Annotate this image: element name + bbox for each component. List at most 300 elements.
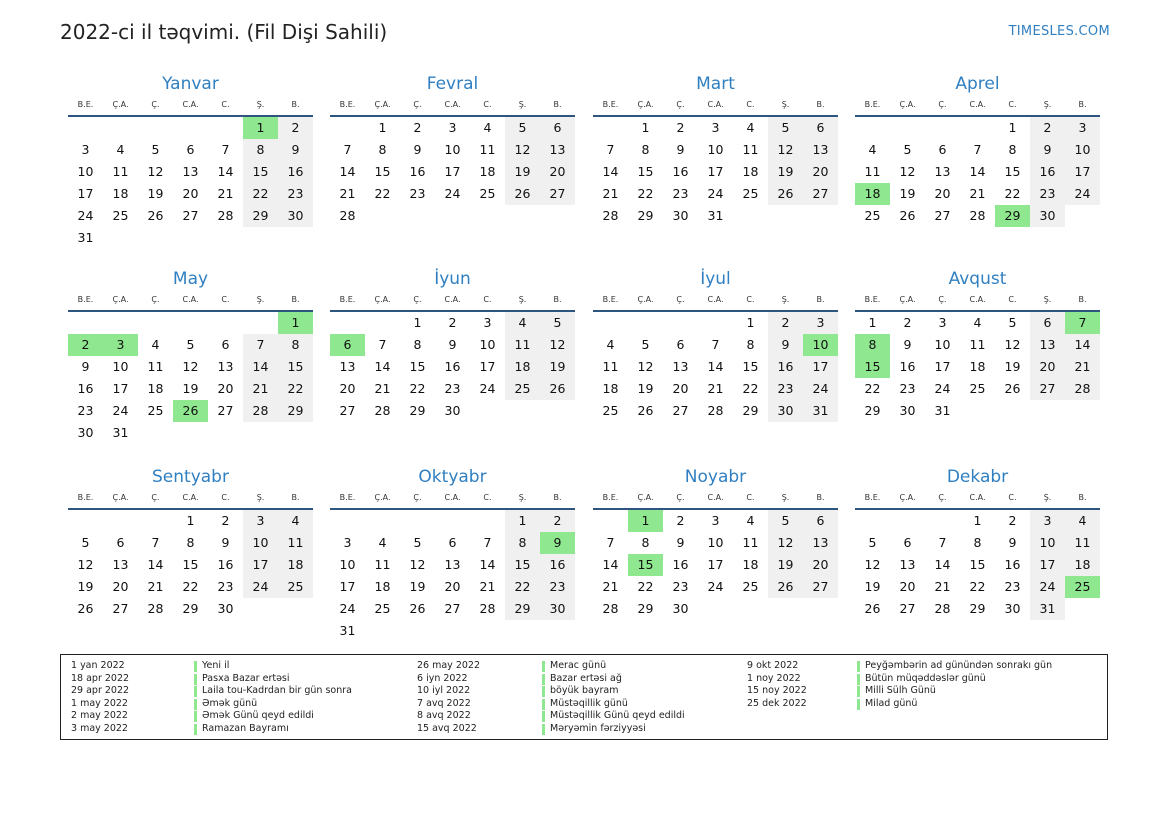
weekday-label: B. <box>553 100 562 109</box>
holiday-marker <box>542 674 545 685</box>
day-cell: 26 <box>505 183 540 205</box>
holiday-date: 29 apr 2022 <box>71 685 130 696</box>
day-cell: 30 <box>444 403 461 418</box>
day-cell: 18 <box>278 554 313 576</box>
empty-cell <box>470 510 505 532</box>
day-cell: 6 <box>330 334 365 356</box>
day-cell: 11 <box>479 142 496 157</box>
day-cell: 20 <box>217 381 234 396</box>
weekday-label: Ç. <box>151 100 160 109</box>
day-cell: 7 <box>1065 312 1100 334</box>
day-grid <box>68 510 313 620</box>
day-cell: 9 <box>221 535 230 550</box>
day-cell: 14 <box>217 164 234 179</box>
day-cell: 4 <box>151 337 160 352</box>
empty-cell <box>330 312 365 334</box>
holiday-name: Bazar ertəsi ağ <box>550 672 622 684</box>
weekday-label: Ş. <box>256 295 265 304</box>
day-cell: 21 <box>339 186 356 201</box>
holiday-date: 25 dek 2022 <box>747 697 807 709</box>
day-cell: 14 <box>374 359 391 374</box>
day-cell: 14 <box>934 557 951 572</box>
weekday-header <box>593 491 838 510</box>
empty-cell <box>698 312 733 334</box>
day-cell: 24 <box>707 579 724 594</box>
day-cell: 4 <box>116 142 125 157</box>
day-cell: 13 <box>803 139 838 161</box>
day-cell: 4 <box>868 142 877 157</box>
day-cell: 15 <box>855 356 890 378</box>
day-cell: 26 <box>147 208 164 223</box>
day-cell: 25 <box>1065 576 1100 598</box>
day-cell: 29 <box>278 400 313 422</box>
weekday-header <box>330 491 575 510</box>
weekday-label: Ş. <box>781 295 790 304</box>
day-cell: 8 <box>1008 142 1017 157</box>
day-cell: 3 <box>448 120 457 135</box>
day-cell: 11 <box>602 359 619 374</box>
day-cell: 17 <box>339 579 356 594</box>
weekday-label: B. <box>816 493 825 502</box>
holiday-name: böyük bayram <box>550 685 619 696</box>
weekday-label: B. <box>291 493 300 502</box>
day-cell: 6 <box>1030 312 1065 334</box>
weekday-label: Ş. <box>781 100 790 109</box>
day-cell: 24 <box>934 381 951 396</box>
holiday-marker <box>857 674 860 685</box>
weekday-label: Ç.A. <box>637 100 654 109</box>
day-cell: 15 <box>1004 164 1021 179</box>
day-cell: 15 <box>374 164 391 179</box>
weekday-label: C.A. <box>444 493 461 502</box>
day-cell: 31 <box>934 403 951 418</box>
month-name: Sentyabr <box>152 467 229 487</box>
weekday-label: C. <box>483 295 492 304</box>
month-name: May <box>172 269 209 289</box>
weekday-label: B.E. <box>77 100 94 109</box>
weekday-label: C.A. <box>182 493 199 502</box>
day-cell: 14 <box>339 164 356 179</box>
day-cell: 27 <box>899 601 916 616</box>
day-cell: 24 <box>77 208 94 223</box>
weekday-label: Ç.A. <box>374 100 391 109</box>
holiday-name: Əmək Günü qeyd edildi <box>202 710 314 721</box>
day-cell: 24 <box>112 403 129 418</box>
day-cell: 18 <box>505 356 540 378</box>
day-grid <box>593 312 838 422</box>
holiday-marker <box>542 711 545 722</box>
day-cell: 3 <box>1065 117 1100 139</box>
day-cell: 20 <box>112 579 129 594</box>
weekday-label: Ç. <box>938 100 947 109</box>
month-calendar <box>593 269 838 422</box>
day-cell: 15 <box>969 557 986 572</box>
month-calendar <box>593 467 838 620</box>
weekday-label: Ç.A. <box>112 295 129 304</box>
holiday-date: 18 apr 2022 <box>71 672 130 684</box>
day-cell: 17 <box>1030 554 1065 576</box>
day-cell: 13 <box>899 557 916 572</box>
day-cell: 19 <box>768 554 803 576</box>
day-cell: 11 <box>969 337 986 352</box>
weekday-label: C.A. <box>182 100 199 109</box>
weekday-label: C. <box>1008 295 1017 304</box>
weekday-label: C.A. <box>444 100 461 109</box>
day-cell: 9 <box>768 334 803 356</box>
month-calendar <box>330 74 575 227</box>
weekday-header <box>855 293 1100 312</box>
holiday-date: 9 okt 2022 <box>747 660 799 671</box>
day-cell: 8 <box>746 337 755 352</box>
day-cell: 2 <box>676 513 685 528</box>
day-cell: 22 <box>742 381 759 396</box>
holiday-legend <box>60 654 1108 740</box>
day-cell: 12 <box>505 139 540 161</box>
day-cell: 4 <box>378 535 387 550</box>
day-cell: 24 <box>339 601 356 616</box>
empty-cell <box>365 510 400 532</box>
weekday-header <box>68 293 313 312</box>
month-calendar <box>855 74 1100 227</box>
holiday-name: Merac günü <box>550 660 607 671</box>
day-cell: 30 <box>672 208 689 223</box>
holiday-name: Laila tou-Kadrdan bir gün sonra <box>202 685 352 696</box>
weekday-label: B.E. <box>602 295 619 304</box>
day-cell: 30 <box>672 601 689 616</box>
day-cell: 11 <box>742 142 759 157</box>
day-cell: 17 <box>934 359 951 374</box>
holiday-marker <box>194 686 197 697</box>
day-cell: 2 <box>903 315 912 330</box>
weekday-label: C. <box>221 493 230 502</box>
day-cell: 12 <box>147 164 164 179</box>
weekday-label: Ş. <box>1043 295 1052 304</box>
day-cell: 10 <box>934 337 951 352</box>
day-cell: 10 <box>803 334 838 356</box>
day-cell: 31 <box>1030 598 1065 620</box>
day-cell: 1 <box>868 315 877 330</box>
day-cell: 26 <box>864 601 881 616</box>
day-cell: 13 <box>217 359 234 374</box>
weekday-label: Ş. <box>518 493 527 502</box>
day-cell: 18 <box>479 164 496 179</box>
day-cell: 2 <box>221 513 230 528</box>
day-cell: 5 <box>151 142 160 157</box>
day-cell: 11 <box>112 164 129 179</box>
day-cell: 4 <box>483 120 492 135</box>
day-cell: 5 <box>903 142 912 157</box>
holiday-marker <box>194 699 197 710</box>
day-cell: 8 <box>641 142 650 157</box>
empty-cell <box>925 510 960 532</box>
day-cell: 6 <box>938 142 947 157</box>
day-cell: 23 <box>899 381 916 396</box>
day-cell: 10 <box>1030 532 1065 554</box>
day-cell: 24 <box>479 381 496 396</box>
month-name: Fevral <box>426 74 479 94</box>
day-cell: 13 <box>803 532 838 554</box>
day-cell: 28 <box>602 208 619 223</box>
day-cell: 26 <box>173 400 208 422</box>
day-cell: 14 <box>969 164 986 179</box>
day-cell: 7 <box>483 535 492 550</box>
holiday-name: Peyğəmbərin ad günündən sonrakı gün <box>865 660 1053 671</box>
day-cell: 20 <box>339 381 356 396</box>
weekday-label: Ç.A. <box>637 493 654 502</box>
weekday-label: Ç.A. <box>112 100 129 109</box>
day-cell: 21 <box>243 378 278 400</box>
weekday-label: B.E. <box>864 295 881 304</box>
weekday-label: B.E. <box>339 100 356 109</box>
weekday-label: B. <box>816 100 825 109</box>
day-cell: 1 <box>378 120 387 135</box>
month-name: İyul <box>700 269 731 289</box>
empty-cell <box>663 312 698 334</box>
empty-cell <box>208 312 243 334</box>
site-link[interactable]: TIMESLES.COM <box>1008 24 1110 39</box>
day-cell: 22 <box>374 186 391 201</box>
day-cell: 1 <box>973 513 982 528</box>
day-cell: 22 <box>409 381 426 396</box>
day-cell: 1 <box>278 312 313 334</box>
day-cell: 26 <box>77 601 94 616</box>
day-cell: 24 <box>803 378 838 400</box>
holiday-date: 10 iyl 2022 <box>417 685 471 696</box>
holiday-name: Ramazan Bayramı <box>202 722 289 734</box>
holiday-marker <box>194 724 197 735</box>
holiday-name: Pasxa Bazar ertəsi <box>202 672 290 684</box>
day-cell: 18 <box>969 359 986 374</box>
day-cell: 7 <box>711 337 720 352</box>
day-cell: 12 <box>1004 337 1021 352</box>
day-cell: 23 <box>1004 579 1021 594</box>
empty-cell <box>925 117 960 139</box>
month-calendar <box>330 269 575 422</box>
day-cell: 1 <box>505 510 540 532</box>
empty-cell <box>103 510 138 532</box>
day-grid <box>855 312 1100 422</box>
day-cell: 1 <box>186 513 195 528</box>
day-cell: 17 <box>707 164 724 179</box>
day-cell: 28 <box>934 601 951 616</box>
day-cell: 22 <box>243 183 278 205</box>
holiday-marker <box>857 686 860 697</box>
page-title: 2022-ci il təqvimi. (Fil Dişi Sahili) <box>60 20 388 44</box>
day-cell: 19 <box>505 161 540 183</box>
day-cell: 29 <box>742 403 759 418</box>
day-cell: 10 <box>339 557 356 572</box>
empty-cell <box>890 117 925 139</box>
holiday-marker <box>194 661 197 672</box>
day-cell: 18 <box>742 164 759 179</box>
day-cell: 7 <box>151 535 160 550</box>
empty-cell <box>103 312 138 334</box>
holiday-name: Əmək günü <box>202 697 258 709</box>
month-calendar <box>330 467 575 642</box>
day-cell: 28 <box>374 403 391 418</box>
weekday-label: C.A. <box>707 100 724 109</box>
month-calendar <box>593 74 838 227</box>
day-cell: 26 <box>899 208 916 223</box>
day-cell: 6 <box>676 337 685 352</box>
weekday-label: C.A. <box>969 100 986 109</box>
day-cell: 7 <box>973 142 982 157</box>
weekday-label: C. <box>221 295 230 304</box>
day-cell: 14 <box>479 557 496 572</box>
day-cell: 15 <box>628 554 663 576</box>
day-cell: 25 <box>505 378 540 400</box>
day-cell: 10 <box>243 532 278 554</box>
day-cell: 2 <box>68 334 103 356</box>
weekday-label: Ç.A. <box>112 493 129 502</box>
day-cell: 9 <box>903 337 912 352</box>
day-cell: 5 <box>868 535 877 550</box>
day-cell: 12 <box>182 359 199 374</box>
day-cell: 27 <box>217 403 234 418</box>
day-cell: 23 <box>1030 183 1065 205</box>
day-cell: 26 <box>540 378 575 400</box>
day-cell: 4 <box>746 513 755 528</box>
day-cell: 3 <box>711 120 720 135</box>
day-cell: 16 <box>1030 161 1065 183</box>
weekday-label: Ç.A. <box>899 493 916 502</box>
day-cell: 30 <box>1030 205 1065 227</box>
day-cell: 12 <box>409 557 426 572</box>
holiday-name: Məryəmin fərziyyəsi <box>550 722 646 734</box>
weekday-label: C.A. <box>182 295 199 304</box>
day-cell: 20 <box>803 554 838 576</box>
day-cell: 22 <box>637 579 654 594</box>
holiday-marker <box>857 661 860 672</box>
day-cell: 19 <box>899 186 916 201</box>
day-cell: 30 <box>540 598 575 620</box>
empty-cell <box>173 117 208 139</box>
holiday-marker <box>542 661 545 672</box>
weekday-header <box>330 293 575 312</box>
day-cell: 1 <box>628 510 663 532</box>
weekday-label: B. <box>816 295 825 304</box>
weekday-label: Ç.A. <box>374 493 391 502</box>
day-cell: 3 <box>81 142 90 157</box>
weekday-label: C.A. <box>707 493 724 502</box>
day-cell: 1 <box>746 315 755 330</box>
day-cell: 4 <box>505 312 540 334</box>
day-grid <box>330 117 575 227</box>
day-cell: 20 <box>182 186 199 201</box>
day-cell: 8 <box>186 535 195 550</box>
holiday-date: 1 noy 2022 <box>747 672 801 684</box>
day-cell: 21 <box>479 579 496 594</box>
weekday-label: B.E. <box>602 493 619 502</box>
day-cell: 16 <box>409 164 426 179</box>
day-cell: 3 <box>938 315 947 330</box>
holiday-date: 15 noy 2022 <box>747 685 807 696</box>
weekday-label: Ş. <box>1043 493 1052 502</box>
day-cell: 23 <box>278 183 313 205</box>
day-cell: 11 <box>147 359 164 374</box>
day-cell: 8 <box>973 535 982 550</box>
day-cell: 20 <box>1030 356 1065 378</box>
holiday-name: Milli Sülh Günü <box>865 685 936 696</box>
weekday-label: B. <box>553 295 562 304</box>
day-cell: 24 <box>1065 183 1100 205</box>
day-cell: 27 <box>803 183 838 205</box>
holiday-date: 1 yan 2022 <box>71 660 125 671</box>
day-cell: 18 <box>1065 554 1100 576</box>
day-cell: 9 <box>676 142 685 157</box>
day-cell: 26 <box>768 183 803 205</box>
weekday-label: B.E. <box>602 100 619 109</box>
day-grid <box>593 510 838 620</box>
day-cell: 8 <box>413 337 422 352</box>
weekday-label: B. <box>1078 295 1087 304</box>
weekday-header <box>593 293 838 312</box>
day-cell: 5 <box>413 535 422 550</box>
month-name: Oktyabr <box>418 467 487 487</box>
day-cell: 16 <box>278 161 313 183</box>
weekday-label: Ç. <box>676 493 685 502</box>
day-cell: 25 <box>112 208 129 223</box>
day-cell: 6 <box>116 535 125 550</box>
day-cell: 20 <box>934 186 951 201</box>
day-cell: 18 <box>602 381 619 396</box>
day-cell: 22 <box>182 579 199 594</box>
weekday-label: Ş. <box>781 493 790 502</box>
day-cell: 17 <box>1065 161 1100 183</box>
day-cell: 12 <box>864 557 881 572</box>
weekday-label: C. <box>1008 100 1017 109</box>
day-cell: 10 <box>707 142 724 157</box>
day-cell: 21 <box>602 186 619 201</box>
day-cell: 29 <box>182 601 199 616</box>
day-cell: 3 <box>243 510 278 532</box>
weekday-label: B.E. <box>77 295 94 304</box>
empty-cell <box>138 510 173 532</box>
day-cell: 11 <box>278 532 313 554</box>
day-cell: 3 <box>803 312 838 334</box>
day-cell: 7 <box>938 535 947 550</box>
day-cell: 15 <box>637 164 654 179</box>
day-cell: 19 <box>637 381 654 396</box>
month-calendar <box>855 269 1100 422</box>
month-calendar <box>855 467 1100 620</box>
day-cell: 25 <box>602 403 619 418</box>
day-cell: 30 <box>77 425 94 440</box>
holiday-name: Müstəqillik Günü qeyd edildi <box>550 710 685 721</box>
day-cell: 28 <box>1065 378 1100 400</box>
day-cell: 28 <box>969 208 986 223</box>
day-cell: 13 <box>339 359 356 374</box>
day-cell: 29 <box>864 403 881 418</box>
holiday-name: Bütün müqəddəslər günü <box>865 672 986 684</box>
weekday-label: B.E. <box>339 493 356 502</box>
day-cell: 8 <box>243 139 278 161</box>
empty-cell <box>68 510 103 532</box>
empty-cell <box>960 117 995 139</box>
weekday-label: Ç. <box>413 493 422 502</box>
day-cell: 3 <box>483 315 492 330</box>
day-cell: 9 <box>278 139 313 161</box>
day-cell: 16 <box>672 164 689 179</box>
weekday-label: C.A. <box>969 493 986 502</box>
day-cell: 25 <box>147 403 164 418</box>
day-cell: 31 <box>707 208 724 223</box>
day-cell: 15 <box>182 557 199 572</box>
day-cell: 17 <box>803 356 838 378</box>
day-cell: 19 <box>147 186 164 201</box>
day-cell: 23 <box>672 579 689 594</box>
day-cell: 18 <box>855 183 890 205</box>
